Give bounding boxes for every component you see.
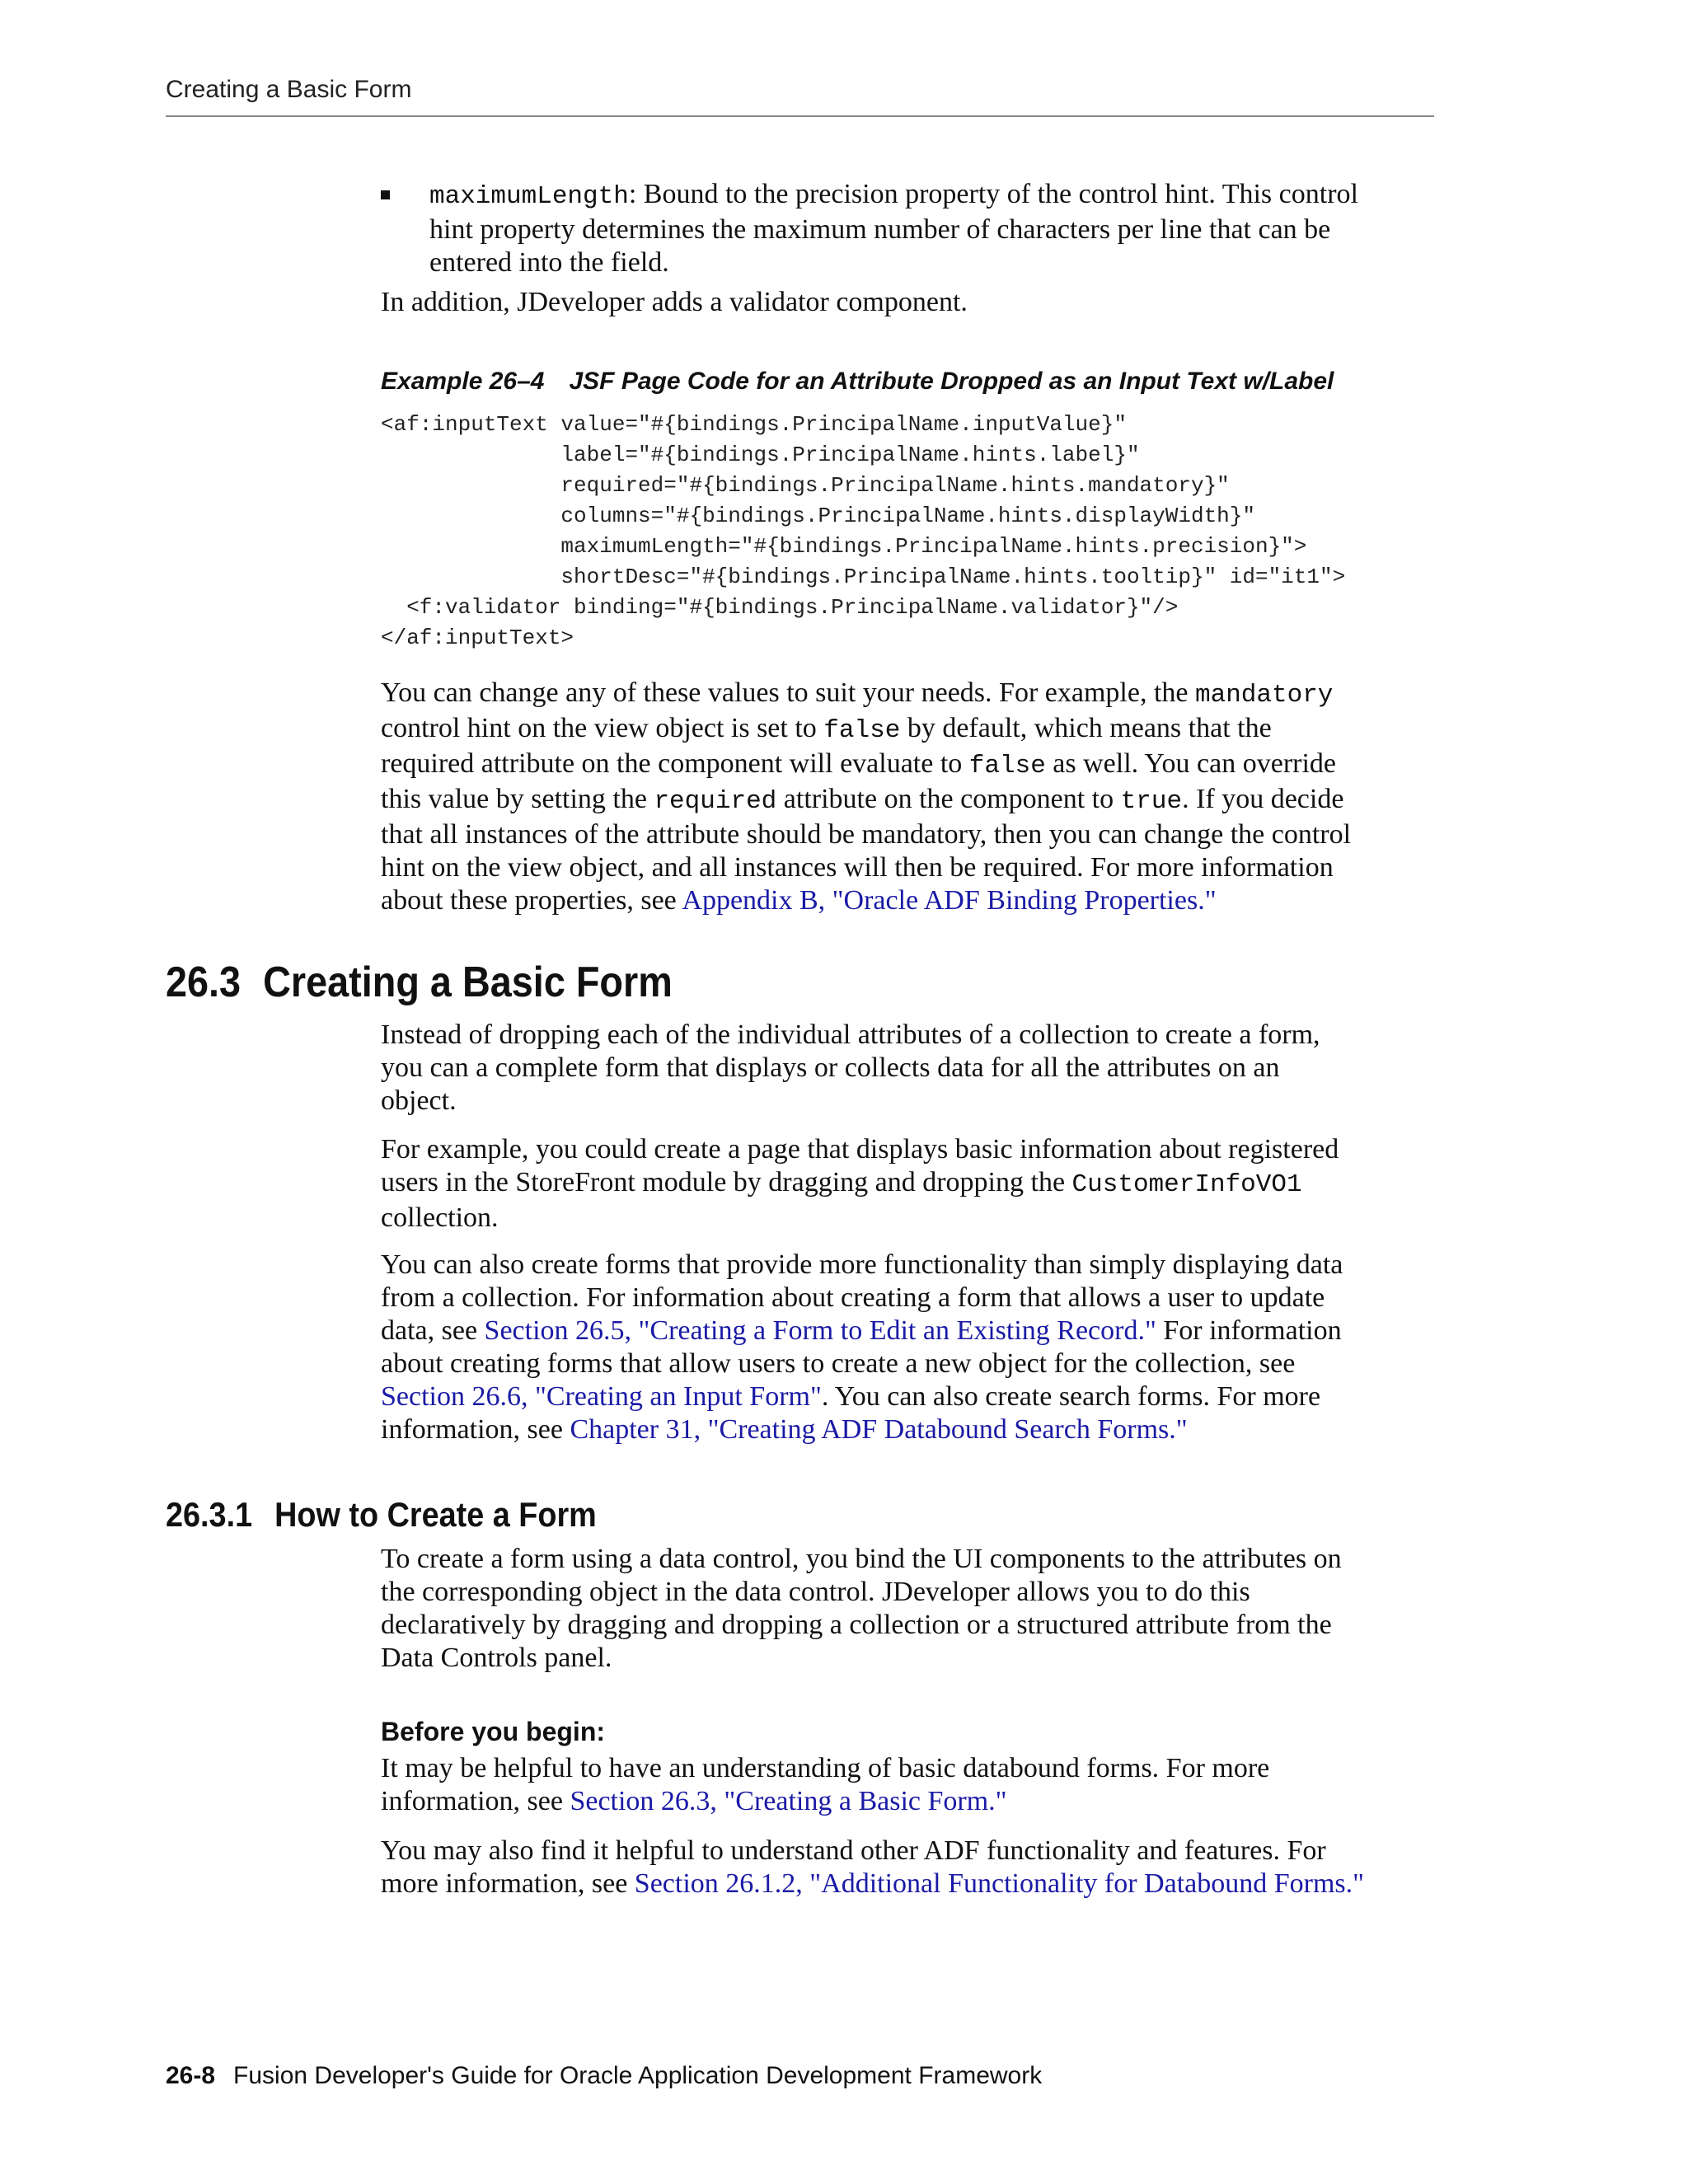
example-label: Example 26–4 — [381, 368, 545, 395]
link-section-26-5[interactable]: Section 26.5, "Creating a Form to Edit an Existing Record." — [484, 1315, 1156, 1346]
before-you-begin-heading: Before you begin: — [381, 1717, 606, 1746]
page-number: 26-8 — [166, 2062, 216, 2089]
section-paragraph-2: For example, you could create a page that displays basic information about registered users in the StoreFront module by dragging and dropping the CustomerInfoVO1 collection. — [381, 1134, 1339, 1233]
link-section-26-1-2[interactable]: Section 26.1.2, "Additional Functionality for Databound Forms." — [634, 1868, 1365, 1899]
code-example: <af:inputText value="#{bindings.PrincipalName.inputValue}" label="#{bindings.PrincipalName.hints.label}" required="#{bindings.PrincipalName.hints.mandatory}" columns="#{bindings.PrincipalName.hints.displayWidth}" maximumLength="#{bindings.PrincipalName.hints.precision}"> shortDesc="#{bindings.PrincipalName.hints.tooltip}" id="it1"> <f:validator binding="#{bindings.PrincipalName.validator}"/> </af:inputText> — [381, 412, 1346, 650]
section-heading — [166, 958, 673, 1007]
header-rule — [166, 115, 1434, 117]
subsection-paragraph-3: You may also find it helpful to understand other ADF functionality and features. For more information, see Section 26.1.2, "Additional Functionality for Databound Forms." — [381, 1835, 1365, 1899]
section-paragraph-1: Instead of dropping each of the individual attributes of a collection to create a form, you can a complete form that displays or collects data for all the attributes on an object. — [381, 1019, 1320, 1116]
bullet-item-maximum-length — [381, 178, 1452, 279]
inline-code: CustomerInfoVO1 — [1071, 1170, 1302, 1199]
inline-code: true — [1120, 787, 1183, 816]
subsection-paragraph-2: It may be helpful to have an understanding of basic databound forms. For more information, see Section 26.3, "Creating a Basic Form." — [381, 1753, 1270, 1816]
change-values-paragraph: You can change any of these values to suit your needs. For example, the mandatory control hint on the view object is set to false by default, which means that the required attribute on the component will evaluate to false as well. You can override this value by setting the required attribute on the component to true. If you decide that all instances of the attribute should be mandatory, then you can change the control hint on the view object, and all instances will then be required. For more information about these properties, see Appendix B, "Oracle ADF Binding Properties." — [381, 677, 1352, 916]
link-appendix-b[interactable]: Appendix B, "Oracle ADF Binding Properties." — [682, 885, 1217, 916]
book-title: Fusion Developer's Guide for Oracle Application Development Framework — [233, 2062, 1043, 2089]
subsection-heading — [166, 1495, 597, 1535]
link-chapter-31[interactable]: Chapter 31, "Creating ADF Databound Search Forms." — [570, 1414, 1188, 1445]
inline-code: maximumLength — [429, 182, 629, 211]
section-paragraph-3: You can also create forms that provide more functionality than simply displaying data from a collection. For information about creating a form that allows a user to update data, see Section 26.5, "Creating a Form to Edit an Existing Record." For information about creating forms that allow users to create a new object for the collection, see Section 26.6, "Creating an Input Form". You can also create search forms. For more information, see Chapter 31, "Creating ADF Databound Search Forms." — [381, 1249, 1343, 1445]
link-section-26-6[interactable]: Section 26.6, "Creating an Input Form" — [381, 1381, 822, 1412]
bullet-text: maximumLength: Bound to the precision property of the control hint. This control hint property determines the maximum number of characters per line that can be entered into the field. — [429, 179, 1358, 278]
example-title: JSF Page Code for an Attribute Dropped as an Input Text w/Label — [569, 368, 1334, 395]
subsection-title: How to Create a Form — [274, 1495, 597, 1534]
section-number: 26.3 — [166, 958, 241, 1006]
square-bullet-icon — [381, 190, 390, 199]
subsection-paragraph-1: To create a form using a data control, you bind the UI components to the attributes on the corresponding object in the data control. JDeveloper allows you to do this declaratively by dragging and dropping a collection or a structured attribute from the Data Controls panel. — [381, 1544, 1342, 1673]
subsection-number: 26.3.1 — [166, 1495, 253, 1534]
page-footer — [166, 2062, 1042, 2090]
example-caption — [381, 368, 1334, 396]
inline-code: false — [968, 752, 1046, 780]
inline-code: mandatory — [1194, 681, 1334, 710]
section-title: Creating a Basic Form — [263, 958, 673, 1006]
intro-paragraph: In addition, JDeveloper adds a validator component. — [381, 287, 968, 317]
inline-code: required — [654, 787, 777, 816]
running-header: Creating a Basic Form — [166, 76, 412, 103]
inline-code: false — [823, 716, 901, 745]
link-section-26-3[interactable]: Section 26.3, "Creating a Basic Form." — [570, 1786, 1007, 1816]
